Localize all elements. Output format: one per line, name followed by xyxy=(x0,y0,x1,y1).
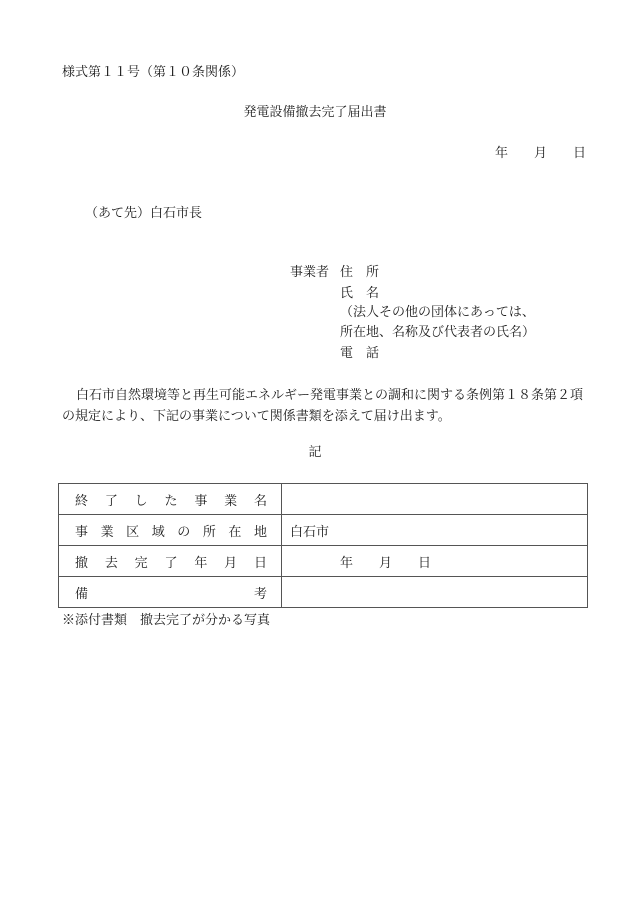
form-number: 様式第１１号（第１０条関係） xyxy=(62,65,245,80)
table-row-value xyxy=(282,484,588,515)
applicant-label: 事業者 xyxy=(290,265,330,280)
date-month-label: 月 xyxy=(534,146,548,161)
table-row-value: 年 月 日 xyxy=(282,546,588,577)
attachment-note: ※添付書類 撤去完了が分かる写真 xyxy=(62,613,271,628)
table-row-label xyxy=(59,484,282,515)
ki-heading: 記 xyxy=(308,445,322,460)
addressee: （あて先）白石市長 xyxy=(85,206,203,221)
applicant-note-line2: 所在地、名称及び代表者の氏名） xyxy=(340,325,536,340)
document-title: 発電設備撤去完了届出書 xyxy=(243,105,387,120)
applicant-name-label: 氏 名 xyxy=(340,286,380,301)
applicant-address-label: 住 所 xyxy=(340,265,380,280)
info-table xyxy=(58,483,588,608)
table-row-label-text: 撤 去 完 了 年 月 日 xyxy=(75,555,267,571)
applicant-note-line1: （法人その他の団体にあっては、 xyxy=(340,305,535,320)
table-row xyxy=(59,515,588,546)
body-text: 白石市自然環境等と再生可能エネルギー発電事業との調和に関する条例第１８条第２項の規定により、下記の事業について関係書類を添えて届け出ます。 xyxy=(62,388,584,424)
table-row-label-text: 終 了 し た 事 業 名 xyxy=(75,493,267,509)
table-row-label-text: 事 業 区 域 の 所 在 地 xyxy=(75,524,267,540)
date-line xyxy=(495,145,586,163)
table-row-value xyxy=(282,577,588,608)
table-row-label-text: 備 考 xyxy=(75,586,267,602)
table-row-label xyxy=(59,577,282,608)
table-row xyxy=(59,546,588,577)
date-day-label: 日 xyxy=(573,146,587,161)
table-row xyxy=(59,577,588,608)
table-row-label xyxy=(59,515,282,546)
applicant-phone-label: 電 話 xyxy=(340,346,380,361)
table-row-value: 白石市 xyxy=(282,515,588,546)
table-row xyxy=(59,484,588,515)
date-year-label: 年 xyxy=(495,146,509,161)
table-row-label xyxy=(59,546,282,577)
